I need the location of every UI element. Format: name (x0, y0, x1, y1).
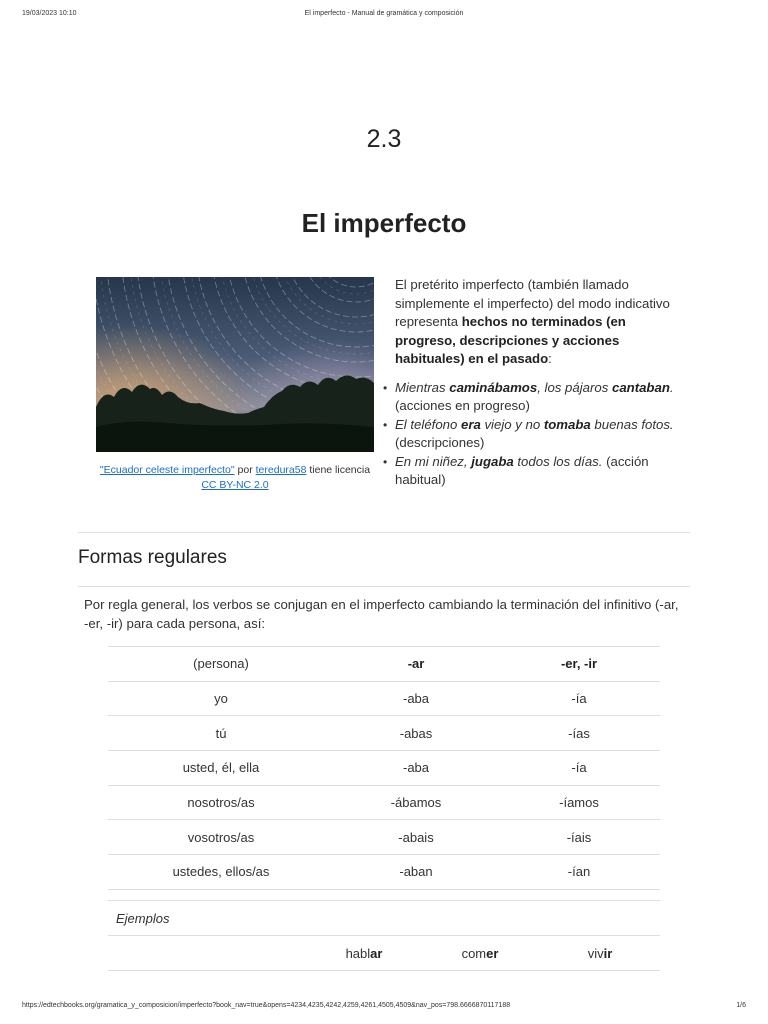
table-row (108, 855, 660, 890)
print-date: 19/03/2023 10:10 (22, 10, 77, 17)
cell-ar: -abais (334, 820, 498, 855)
cell-er-ir: -ía (498, 681, 660, 716)
cell-er-ir: -íamos (498, 785, 660, 820)
caption-license-text: tiene licencia (309, 464, 371, 476)
example-verb-ir: vivir (540, 936, 660, 971)
table-row (108, 820, 660, 855)
header-persona: (persona) (108, 647, 334, 682)
table-row (108, 785, 660, 820)
license-link[interactable]: CC BY-NC 2.0 (201, 479, 269, 491)
star-trails-image (96, 277, 374, 452)
example-verb-er: comer (420, 936, 540, 971)
cell-er-ir: -ías (498, 716, 660, 751)
chapter-title: El imperfecto (301, 208, 467, 238)
table-row (108, 751, 660, 786)
print-header (0, 10, 768, 22)
cell-er-ir: -ía (498, 751, 660, 786)
intro-emphasis: hechos no terminados (en progreso, descripciones y acciones habituales) en el pasado (395, 314, 626, 366)
cell-persona: tú (108, 716, 334, 751)
cell-ar: -abas (334, 716, 498, 751)
image-title-link[interactable]: "Ecuador celeste imperfecto" (99, 464, 235, 476)
cell-ar: -aba (334, 751, 498, 786)
endings-table (108, 646, 660, 890)
page-number: 1/6 (736, 1002, 746, 1009)
header-ar: -ar (334, 647, 498, 682)
table-header-row (108, 647, 660, 682)
image-caption (96, 463, 374, 493)
example-item: • Mientras caminábamos, los pájaros cantaban. (acciones en progreso) (395, 379, 685, 416)
example-list (395, 379, 685, 490)
examples-label: Ejemplos (108, 901, 660, 936)
table-row (108, 936, 660, 971)
cell-ar: -aba (334, 681, 498, 716)
cell-persona: vosotros/as (108, 820, 334, 855)
cell-persona: ustedes, ellos/as (108, 855, 334, 890)
cell-er-ir: -ían (498, 855, 660, 890)
section-intro: Por regla general, los verbos se conjugan en el imperfecto cambiando la terminación del infinitivo (-ar, -er, -ir) para cada persona, así: (84, 597, 679, 631)
chapter-number: 2.3 (366, 125, 402, 153)
cell-ar: -ábamos (334, 785, 498, 820)
divider (78, 586, 690, 587)
cell-persona: yo (108, 681, 334, 716)
examples-table (108, 900, 660, 971)
print-footer (0, 1002, 768, 1014)
print-url: https://edtechbooks.org/gramatica_y_composicion/imperfecto?book_nav=true&opens=4234,4235,4242,4259,4261,4505,4509&nav_pos=798.6666870117188 (22, 1002, 511, 1009)
header-er-ir: -er, -ir (498, 647, 660, 682)
cell-ar: -aban (334, 855, 498, 890)
table-row (108, 681, 660, 716)
author-link[interactable]: teredura58 (255, 464, 307, 476)
example-verb-ar: hablar (308, 936, 420, 971)
cell-persona: nosotros/as (108, 785, 334, 820)
intro-paragraph: El pretérito imperfecto (también llamado simplemente el imperfecto) del modo indicativo representa hechos no terminados (en progreso, descripciones y acciones habituales) en el pasado: (395, 277, 670, 366)
table-row (108, 716, 660, 751)
table-row (108, 901, 660, 936)
example-item: • En mi niñez, jugaba todos los días. (acción habitual) (395, 453, 685, 490)
intro-text (395, 276, 685, 490)
example-item: • El teléfono era viejo y no tomaba buenas fotos. (descripciones) (395, 416, 685, 453)
divider (78, 532, 690, 533)
print-page-title: El imperfecto - Manual de gramática y composición (304, 10, 464, 17)
caption-by: por (237, 464, 253, 476)
section-title: Formas regulares (78, 547, 227, 568)
cell-er-ir: -íais (498, 820, 660, 855)
cell-persona: usted, él, ella (108, 751, 334, 786)
